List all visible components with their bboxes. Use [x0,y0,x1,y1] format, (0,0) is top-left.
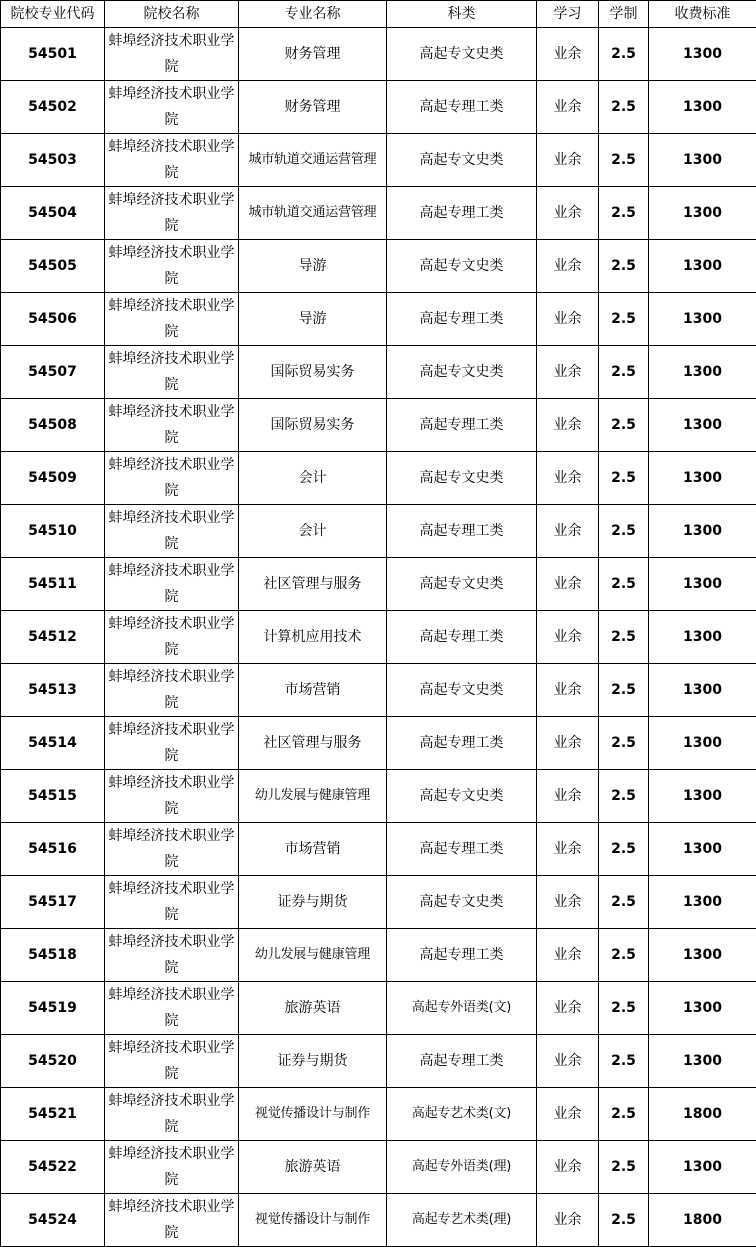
cell-type: 高起专文史类 [387,240,537,293]
cell-school: 蚌埠经济技术职业学院 [105,558,239,611]
cell-mode: 业余 [537,1141,599,1194]
cell-code: 54512 [1,611,105,664]
cell-mode: 业余 [537,81,599,134]
cell-type: 高起专文史类 [387,452,537,505]
cell-years: 2.5 [599,81,649,134]
cell-major: 国际贸易实务 [239,346,387,399]
cell-code: 54501 [1,28,105,81]
cell-school: 蚌埠经济技术职业学院 [105,134,239,187]
cell-fee: 1300 [649,1035,756,1088]
cell-years: 2.5 [599,187,649,240]
cell-major: 计算机应用技术 [239,611,387,664]
cell-school: 蚌埠经济技术职业学院 [105,717,239,770]
table-row [1,28,756,81]
cell-school: 蚌埠经济技术职业学院 [105,399,239,452]
table-row [1,1035,756,1088]
cell-fee: 1300 [649,664,756,717]
cell-major: 旅游英语 [239,982,387,1035]
cell-mode: 业余 [537,1088,599,1141]
cell-fee: 1300 [649,81,756,134]
table-row [1,187,756,240]
header-school: 院校名称 [105,1,239,28]
cell-fee: 1300 [649,770,756,823]
cell-type: 高起专理工类 [387,1035,537,1088]
cell-years: 2.5 [599,346,649,399]
cell-major: 视觉传播设计与制作 [239,1194,387,1247]
cell-type: 高起专理工类 [387,399,537,452]
cell-mode: 业余 [537,240,599,293]
table-row [1,505,756,558]
cell-mode: 业余 [537,717,599,770]
cell-code: 54520 [1,1035,105,1088]
cell-mode: 业余 [537,664,599,717]
table-row [1,876,756,929]
cell-code: 54518 [1,929,105,982]
cell-type: 高起专文史类 [387,28,537,81]
cell-mode: 业余 [537,134,599,187]
cell-type: 高起专文史类 [387,664,537,717]
cell-code: 54510 [1,505,105,558]
cell-school: 蚌埠经济技术职业学院 [105,876,239,929]
cell-type: 高起专理工类 [387,717,537,770]
cell-code: 54515 [1,770,105,823]
cell-code: 54504 [1,187,105,240]
table-row [1,1141,756,1194]
table-row [1,452,756,505]
cell-major: 证券与期货 [239,1035,387,1088]
header-mode: 学习 [537,1,599,28]
cell-mode: 业余 [537,293,599,346]
cell-years: 2.5 [599,1035,649,1088]
cell-mode: 业余 [537,1194,599,1247]
cell-major: 市场营销 [239,823,387,876]
cell-school: 蚌埠经济技术职业学院 [105,611,239,664]
cell-years: 2.5 [599,770,649,823]
cell-type: 高起专艺术类(文) [387,1088,537,1141]
cell-major: 财务管理 [239,81,387,134]
cell-mode: 业余 [537,770,599,823]
cell-mode: 业余 [537,982,599,1035]
cell-type: 高起专理工类 [387,293,537,346]
table-row [1,293,756,346]
cell-code: 54503 [1,134,105,187]
cell-code: 54513 [1,664,105,717]
header-major: 专业名称 [239,1,387,28]
cell-type: 高起专理工类 [387,611,537,664]
cell-code: 54517 [1,876,105,929]
cell-years: 2.5 [599,28,649,81]
cell-fee: 1800 [649,1088,756,1141]
cell-major: 会计 [239,452,387,505]
cell-major: 证券与期货 [239,876,387,929]
table-body [1,28,756,1247]
cell-fee: 1300 [649,982,756,1035]
table-row [1,929,756,982]
cell-type: 高起专理工类 [387,823,537,876]
cell-school: 蚌埠经济技术职业学院 [105,1194,239,1247]
cell-school: 蚌埠经济技术职业学院 [105,28,239,81]
table-row [1,1088,756,1141]
cell-code: 54522 [1,1141,105,1194]
cell-code: 54511 [1,558,105,611]
cell-fee: 1300 [649,134,756,187]
cell-mode: 业余 [537,929,599,982]
cell-school: 蚌埠经济技术职业学院 [105,240,239,293]
cell-mode: 业余 [537,452,599,505]
cell-school: 蚌埠经济技术职业学院 [105,505,239,558]
cell-major: 社区管理与服务 [239,558,387,611]
cell-code: 54502 [1,81,105,134]
cell-fee: 1300 [649,876,756,929]
cell-type: 高起专文史类 [387,134,537,187]
cell-major: 财务管理 [239,28,387,81]
cell-fee: 1300 [649,240,756,293]
cell-major: 会计 [239,505,387,558]
cell-years: 2.5 [599,1088,649,1141]
cell-mode: 业余 [537,876,599,929]
cell-fee: 1300 [649,823,756,876]
cell-major: 视觉传播设计与制作 [239,1088,387,1141]
cell-mode: 业余 [537,505,599,558]
cell-fee: 1300 [649,558,756,611]
table-header-row [1,1,756,28]
cell-mode: 业余 [537,558,599,611]
cell-major: 导游 [239,293,387,346]
cell-years: 2.5 [599,876,649,929]
cell-type: 高起专外语类(理) [387,1141,537,1194]
table-row [1,611,756,664]
cell-major: 国际贸易实务 [239,399,387,452]
cell-years: 2.5 [599,558,649,611]
cell-years: 2.5 [599,240,649,293]
cell-major: 城市轨道交通运营管理 [239,187,387,240]
cell-years: 2.5 [599,611,649,664]
header-years: 学制 [599,1,649,28]
cell-years: 2.5 [599,134,649,187]
cell-years: 2.5 [599,664,649,717]
cell-years: 2.5 [599,452,649,505]
cell-major: 导游 [239,240,387,293]
cell-fee: 1300 [649,346,756,399]
cell-mode: 业余 [537,187,599,240]
header-type: 科类 [387,1,537,28]
cell-years: 2.5 [599,399,649,452]
cell-code: 54516 [1,823,105,876]
cell-fee: 1300 [649,717,756,770]
table-row [1,1194,756,1247]
cell-years: 2.5 [599,1141,649,1194]
cell-type: 高起专文史类 [387,770,537,823]
cell-fee: 1300 [649,187,756,240]
cell-school: 蚌埠经济技术职业学院 [105,1088,239,1141]
cell-mode: 业余 [537,346,599,399]
cell-school: 蚌埠经济技术职业学院 [105,187,239,240]
cell-fee: 1300 [649,28,756,81]
cell-code: 54509 [1,452,105,505]
cell-fee: 1300 [649,293,756,346]
cell-code: 54508 [1,399,105,452]
cell-school: 蚌埠经济技术职业学院 [105,452,239,505]
cell-fee: 1300 [649,1141,756,1194]
cell-code: 54506 [1,293,105,346]
cell-school: 蚌埠经济技术职业学院 [105,823,239,876]
cell-major: 市场营销 [239,664,387,717]
table-row [1,134,756,187]
cell-school: 蚌埠经济技术职业学院 [105,664,239,717]
cell-fee: 1300 [649,929,756,982]
cell-code: 54519 [1,982,105,1035]
table-row [1,81,756,134]
table-row [1,399,756,452]
table-row [1,770,756,823]
cell-years: 2.5 [599,293,649,346]
table-row [1,346,756,399]
cell-years: 2.5 [599,505,649,558]
cell-type: 高起专文史类 [387,876,537,929]
header-fee: 收费标准 [649,1,756,28]
cell-code: 54514 [1,717,105,770]
cell-fee: 1300 [649,452,756,505]
cell-major: 旅游英语 [239,1141,387,1194]
cell-type: 高起专理工类 [387,187,537,240]
cell-code: 54505 [1,240,105,293]
cell-code: 54507 [1,346,105,399]
cell-major: 社区管理与服务 [239,717,387,770]
table-row [1,240,756,293]
cell-type: 高起专理工类 [387,929,537,982]
cell-fee: 1300 [649,399,756,452]
cell-years: 2.5 [599,1194,649,1247]
cell-mode: 业余 [537,399,599,452]
cell-mode: 业余 [537,28,599,81]
cell-fee: 1300 [649,611,756,664]
cell-type: 高起专理工类 [387,505,537,558]
cell-school: 蚌埠经济技术职业学院 [105,81,239,134]
cell-mode: 业余 [537,1035,599,1088]
cell-major: 幼儿发展与健康管理 [239,929,387,982]
cell-school: 蚌埠经济技术职业学院 [105,346,239,399]
cell-school: 蚌埠经济技术职业学院 [105,293,239,346]
cell-type: 高起专文史类 [387,558,537,611]
cell-type: 高起专文史类 [387,346,537,399]
cell-major: 城市轨道交通运营管理 [239,134,387,187]
table-row [1,717,756,770]
cell-fee: 1800 [649,1194,756,1247]
cell-years: 2.5 [599,823,649,876]
table-row [1,823,756,876]
cell-years: 2.5 [599,982,649,1035]
cell-school: 蚌埠经济技术职业学院 [105,1141,239,1194]
cell-code: 54521 [1,1088,105,1141]
cell-mode: 业余 [537,611,599,664]
cell-type: 高起专理工类 [387,81,537,134]
cell-mode: 业余 [537,823,599,876]
cell-school: 蚌埠经济技术职业学院 [105,770,239,823]
cell-type: 高起专外语类(文) [387,982,537,1035]
cell-years: 2.5 [599,717,649,770]
cell-school: 蚌埠经济技术职业学院 [105,982,239,1035]
cell-school: 蚌埠经济技术职业学院 [105,929,239,982]
cell-school: 蚌埠经济技术职业学院 [105,1035,239,1088]
cell-major: 幼儿发展与健康管理 [239,770,387,823]
table-row [1,982,756,1035]
cell-code: 54524 [1,1194,105,1247]
table-row [1,558,756,611]
cell-fee: 1300 [649,505,756,558]
cell-years: 2.5 [599,929,649,982]
cell-type: 高起专艺术类(理) [387,1194,537,1247]
header-code: 院校专业代码 [1,1,105,28]
table-row [1,664,756,717]
